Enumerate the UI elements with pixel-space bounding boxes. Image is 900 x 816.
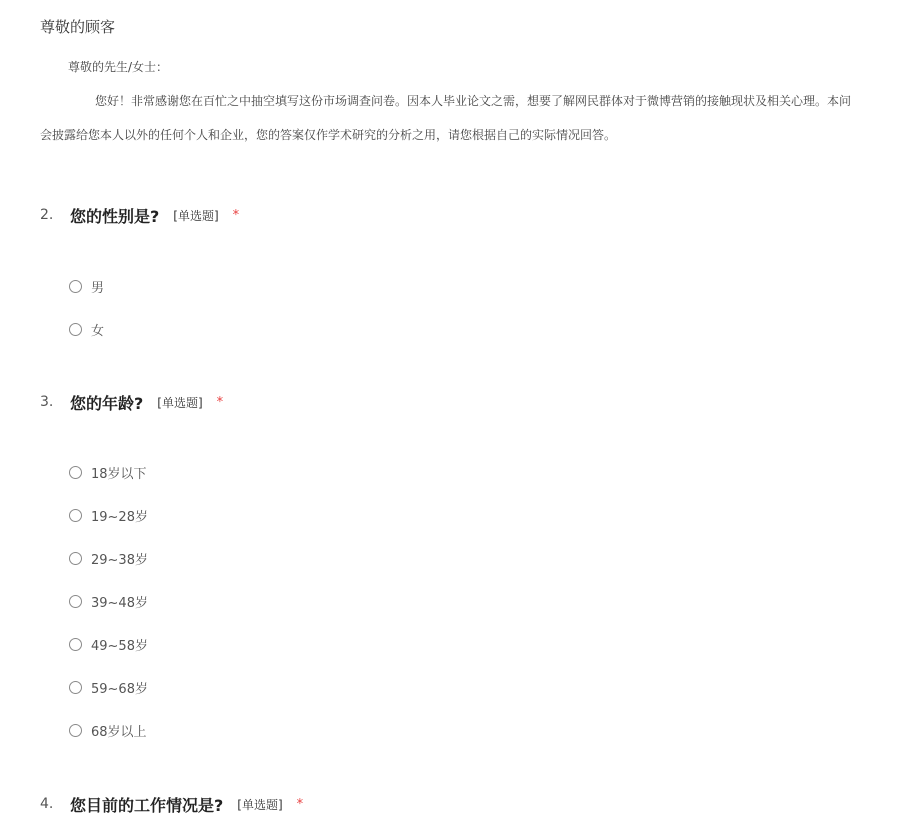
option-label: 59~68岁 bbox=[91, 681, 148, 697]
radio-button[interactable] bbox=[69, 466, 82, 479]
radio-button[interactable] bbox=[69, 724, 82, 737]
radio-option-age-29-38[interactable] bbox=[69, 548, 148, 568]
radio-button[interactable] bbox=[69, 638, 82, 651]
radio-option-age-49-58[interactable] bbox=[69, 634, 148, 654]
radio-option-age-under-18[interactable] bbox=[69, 462, 147, 482]
question-title: 您的性别是? bbox=[70, 206, 160, 226]
option-label: 男 bbox=[91, 280, 105, 296]
intro-greeting: 尊敬的先生/女士： bbox=[68, 60, 169, 74]
radio-button[interactable] bbox=[69, 552, 82, 565]
option-label: 39~48岁 bbox=[91, 595, 148, 611]
option-label: 68岁以上 bbox=[91, 724, 147, 740]
question-number: 4. bbox=[40, 796, 54, 812]
radio-option-age-39-48[interactable] bbox=[69, 591, 148, 611]
radio-button[interactable] bbox=[69, 280, 82, 293]
option-label: 49~58岁 bbox=[91, 638, 148, 654]
intro-paragraph-line-1: 您好！非常感谢您在百忙之中抽空填写这份市场调查问卷。因本人毕业论文之需，想要了解网民群体对于微博营销的接触现状及相关心理。本问 bbox=[95, 94, 852, 108]
radio-option-male[interactable] bbox=[69, 276, 104, 296]
required-marker: * bbox=[232, 207, 240, 223]
option-label: 女 bbox=[91, 323, 105, 339]
radio-button[interactable] bbox=[69, 595, 82, 608]
question-title: 您的年龄? bbox=[70, 393, 144, 413]
question-number: 3. bbox=[40, 394, 54, 410]
question-header bbox=[40, 203, 239, 227]
question-number: 2. bbox=[40, 207, 54, 223]
radio-option-age-over-68[interactable] bbox=[69, 720, 147, 740]
option-label: 29~38岁 bbox=[91, 552, 148, 568]
question-type-tag: [单选题] bbox=[237, 797, 283, 812]
option-label: 19~28岁 bbox=[91, 509, 148, 525]
intro-paragraph-line-2: 会披露给您本人以外的任何个人和企业，您的答案仅作学术研究的分析之用，请您根据自己的实际情况回答。 bbox=[40, 128, 617, 142]
required-marker: * bbox=[216, 394, 224, 410]
radio-button[interactable] bbox=[69, 681, 82, 694]
radio-button[interactable] bbox=[69, 323, 82, 336]
question-type-tag: [单选题] bbox=[173, 208, 219, 223]
radio-option-age-59-68[interactable] bbox=[69, 677, 148, 697]
question-header bbox=[40, 792, 303, 816]
radio-option-female[interactable] bbox=[69, 319, 104, 339]
radio-option-age-19-28[interactable] bbox=[69, 505, 148, 525]
question-header bbox=[40, 390, 223, 414]
question-title: 您目前的工作情况是? bbox=[70, 795, 224, 815]
radio-button[interactable] bbox=[69, 509, 82, 522]
required-marker: * bbox=[296, 796, 304, 812]
question-type-tag: [单选题] bbox=[157, 395, 203, 410]
intro-title: 尊敬的顾客 bbox=[40, 18, 116, 36]
option-label: 18岁以下 bbox=[91, 466, 147, 482]
